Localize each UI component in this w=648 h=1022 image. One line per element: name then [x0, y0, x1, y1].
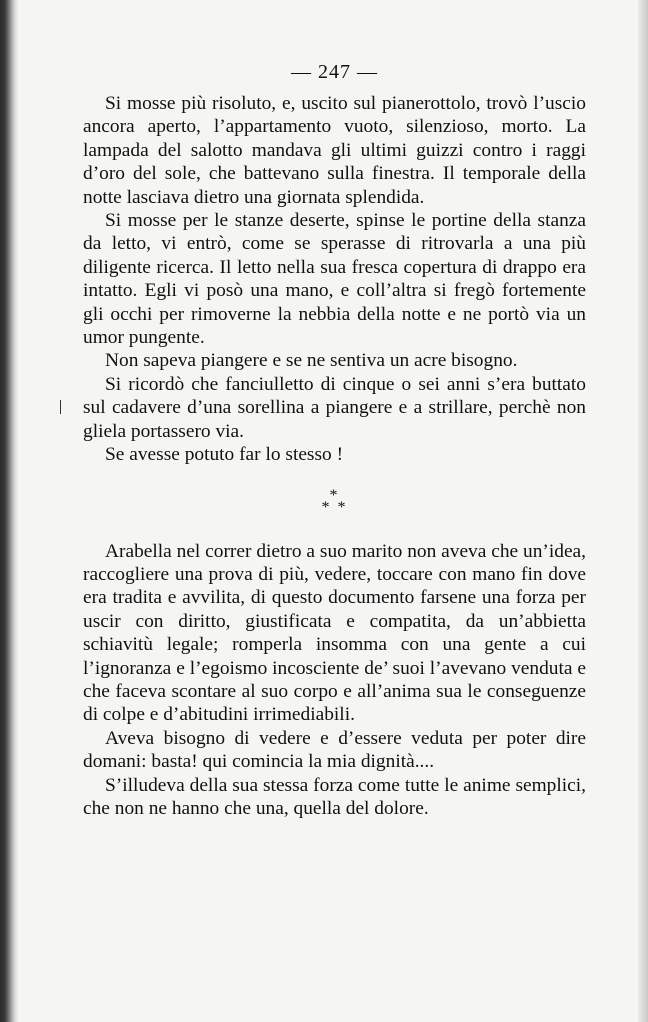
page-number: — 247 —: [291, 61, 378, 83]
section-spacer: [83, 528, 586, 540]
paragraph: Arabella nel correr dietro a suo marito non aveva che un’idea, raccogliere una prova di più, vedere, toccare con mano fin dove era tradita e avvilita, di questo documento farsene una forza per uscir con diritto, giustificata e compatita, da un’abbietta schiavitù legale; romperla insomma con una gente a cui l’ignoranza e l’egoismo incosciente de’ suoi l’avevano venduta e che faceva scontare al suo corpo e all’anima sua le conseguenze di colpe e d’abitudini irrimediabili.: [83, 540, 586, 726]
section-separator: [83, 486, 586, 516]
paragraph: Si ricordò che fanciulletto di cinque o sei anni s’era buttato sul cadavere d’una sorellina a piangere e a strillare, perchè non gliela portassero via.: [83, 373, 586, 442]
separator-asterisk-top: *: [329, 486, 340, 504]
paragraph: Non sapeva piangere e se ne sentiva un acre bisogno.: [105, 350, 518, 372]
page-binding-edge: [0, 0, 18, 1022]
paragraph: Se avesse potuto far lo stesso !: [105, 444, 344, 466]
margin-mark: [60, 400, 61, 414]
separator-asterisks-bottom: * *: [321, 498, 348, 516]
page-right-edge: [638, 0, 648, 1022]
paragraph: S’illudeva della sua stessa forza come tutte le anime semplici, che non ne hanno che una, quella del dolore.: [83, 774, 586, 819]
paragraph: Si mosse più risoluto, e, uscito sul pianerottolo, trovò l’uscio ancora aperto, l’appartamento vuoto, silenzioso, morto. La lampada del salotto mandava gli ultimi guizzi contro i raggi d’oro del sole, che battevano sulla finestra. Il temporale della notte lasciava dietro una giornata splendida.: [83, 93, 586, 208]
page-text: [83, 60, 586, 820]
paragraph: Si mosse per le stanze deserte, spinse le portine della stanza da letto, vi entrò, come se sperasse di ritrovarla a una più diligente ricerca. Il letto nella sua fresca copertura di drappo era intatto. Egli vi posò una mano, e coll’altra si fregò fortemente gli occhi per rimoverne la nebbia della notte e ne portò via un umor pungente.: [83, 210, 586, 349]
paragraph: Aveva bisogno di vedere e d’essere veduta per poter dire domani: basta! qui comincia la mia dignità....: [83, 727, 586, 773]
